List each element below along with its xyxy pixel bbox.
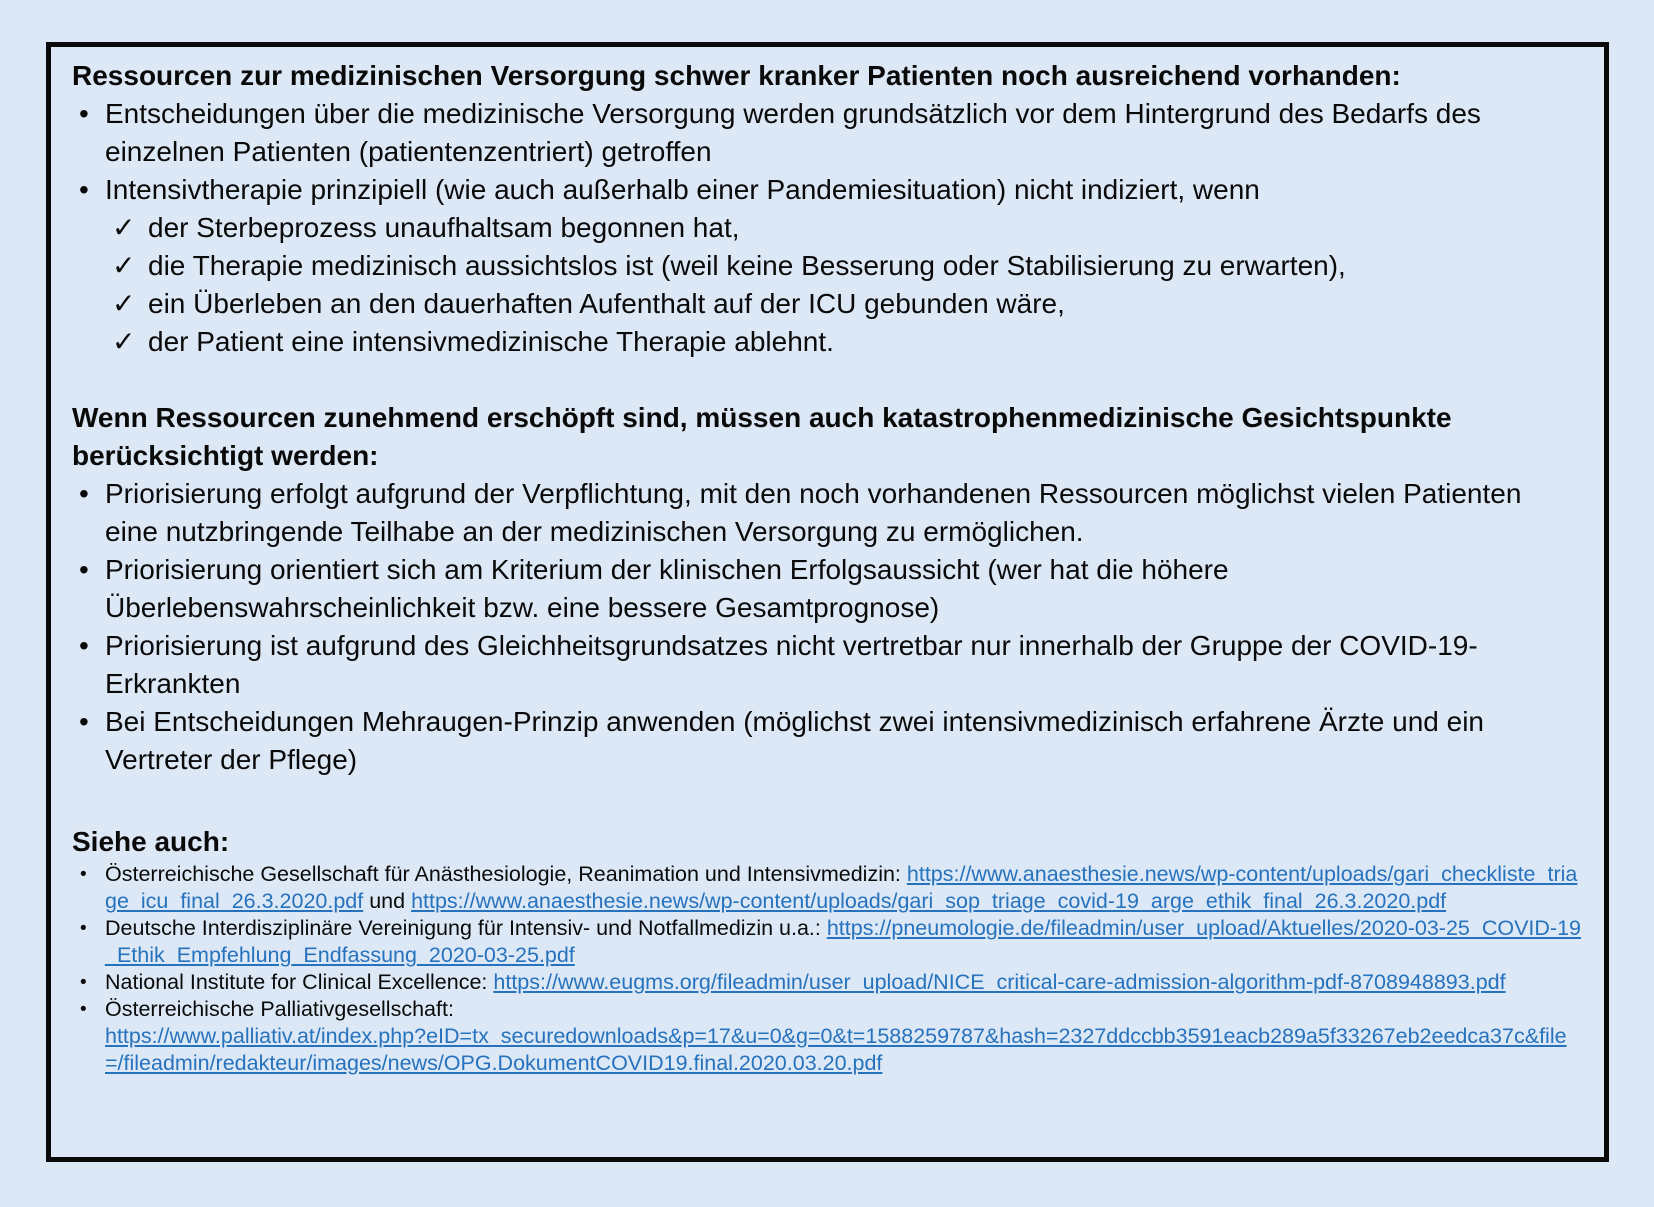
bullet-text: Priorisierung erfolgt aufgrund der Verpflichtung, mit den noch vorhandenen Ressourcen möglichst vielen Patienten eine nutzbringende Teilhabe an der medizinischen Versorgung zu ermöglichen.: [105, 478, 1522, 547]
reference-item: [72, 861, 1582, 915]
bullet-text: Bei Entscheidungen Mehraugen-Prinzip anwenden (möglichst zwei intensivmedizinisch erfahrene Ärzte und ein Vertreter der Pflege): [105, 706, 1484, 775]
check-text: der Patient eine intensivmedizinische Therapie ablehnt.: [148, 326, 834, 357]
bullet-item: [72, 627, 1582, 703]
checkmark-icon: ✓: [112, 288, 136, 319]
bullet-item: [72, 703, 1582, 779]
check-item: [72, 247, 1582, 285]
bullet-item: [72, 551, 1582, 627]
reference-connector: und: [363, 889, 412, 913]
check-item: [72, 285, 1582, 323]
reference-link[interactable]: https://www.eugms.org/fileadmin/user_upload/NICE_critical-care-admission-algorithm-pdf-8708948893.pdf: [493, 970, 1506, 994]
section-divider: [72, 361, 1582, 399]
bullet-icon: •: [79, 478, 89, 509]
check-text: ein Überleben an den dauerhaften Aufenthalt auf der ICU gebunden wäre,: [148, 288, 1065, 319]
reference-item: [72, 915, 1582, 969]
bullet-text: Intensivtherapie prinzipiell (wie auch außerhalb einer Pandemiesituation) nicht indiziert, wenn: [105, 174, 1260, 205]
content-box: [46, 42, 1609, 1162]
reference-text: [105, 916, 1581, 967]
check-item: [72, 323, 1582, 361]
bullet-icon: •: [79, 630, 89, 661]
reference-text: [105, 997, 1567, 1075]
reference-prefix: National Institute for Clinical Excellence:: [105, 970, 494, 994]
bullet-icon: •: [79, 174, 89, 205]
bullet-item: [72, 171, 1582, 209]
checkmark-icon: ✓: [112, 250, 136, 281]
check-item: [72, 209, 1582, 247]
reference-prefix: Deutsche Interdisziplinäre Vereinigung für Intensiv- und Notfallmedizin u.a.:: [105, 916, 827, 940]
bullet-icon: •: [80, 999, 87, 1020]
section1-heading: Ressourcen zur medizinischen Versorgung schwer kranker Patienten noch ausreichend vorhanden:: [72, 60, 1401, 91]
section3-heading: Siehe auch:: [72, 826, 230, 857]
reference-link[interactable]: https://www.anaesthesie.news/wp-content/uploads/gari_checkliste_triage_icu_final_26.3.2020.pdf: [105, 862, 1578, 913]
bullet-item: [72, 95, 1582, 171]
reference-text: [105, 970, 1506, 994]
bullet-icon: •: [79, 706, 89, 737]
bullet-icon: •: [80, 972, 87, 993]
reference-item: [72, 969, 1582, 996]
section-divider: [72, 779, 1582, 823]
reference-prefix: Österreichische Palliativgesellschaft:: [105, 997, 454, 1021]
bullet-icon: •: [80, 918, 87, 939]
reference-prefix: Österreichische Gesellschaft für Anästhesiologie, Reanimation und Intensivmedizin:: [105, 862, 907, 886]
reference-link[interactable]: https://pneumologie.de/fileadmin/user_upload/Aktuelles/2020-03-25_COVID-19_Ethik_Empfehlung_Endfassung_2020-03-25.pdf: [105, 916, 1582, 967]
reference-link[interactable]: https://www.palliativ.at/index.php?eID=tx_securedownloads&p=17&u=0&g=0&t=1588259787&hash=2327ddccbb3591eacb289a5f33267eb2eedca37c&file=/fileadmin/redakteur/images/news/OPG.DokumentCOVID19.final.2020.03.20.pdf: [105, 1024, 1567, 1075]
bullet-text: Entscheidungen über die medizinische Versorgung werden grundsätzlich vor dem Hintergrund des Bedarfs des einzelnen Patienten (patientenzentriert) getroffen: [105, 98, 1481, 167]
reference-item: [72, 996, 1582, 1077]
check-text: die Therapie medizinisch aussichtslos ist (weil keine Besserung oder Stabilisierung zu erwarten),: [148, 250, 1346, 281]
bullet-icon: •: [79, 554, 89, 585]
reference-text: [105, 862, 1577, 913]
reference-link[interactable]: https://www.anaesthesie.news/wp-content/uploads/gari_sop_triage_covid-19_arge_ethik_final_26.3.2020.pdf: [411, 889, 1447, 913]
checkmark-icon: ✓: [112, 326, 136, 357]
bullet-icon: •: [79, 98, 89, 129]
bullet-text: Priorisierung ist aufgrund des Gleichheitsgrundsatzes nicht vertretbar nur innerhalb der Gruppe der COVID-19-Erkrankten: [105, 630, 1478, 699]
section2-heading: Wenn Ressourcen zunehmend erschöpft sind, müssen auch katastrophenmedizinische Gesichtspunkte berücksichtigt werden:: [72, 402, 1452, 471]
bullet-item: [72, 475, 1582, 551]
checkmark-icon: ✓: [112, 212, 136, 243]
bullet-icon: •: [80, 864, 87, 885]
bullet-text: Priorisierung orientiert sich am Kriterium der klinischen Erfolgsaussicht (wer hat die höhere Überlebenswahrscheinlichkeit bzw. eine bessere Gesamtprognose): [105, 554, 1229, 623]
check-text: der Sterbeprozess unaufhaltsam begonnen hat,: [148, 212, 740, 243]
